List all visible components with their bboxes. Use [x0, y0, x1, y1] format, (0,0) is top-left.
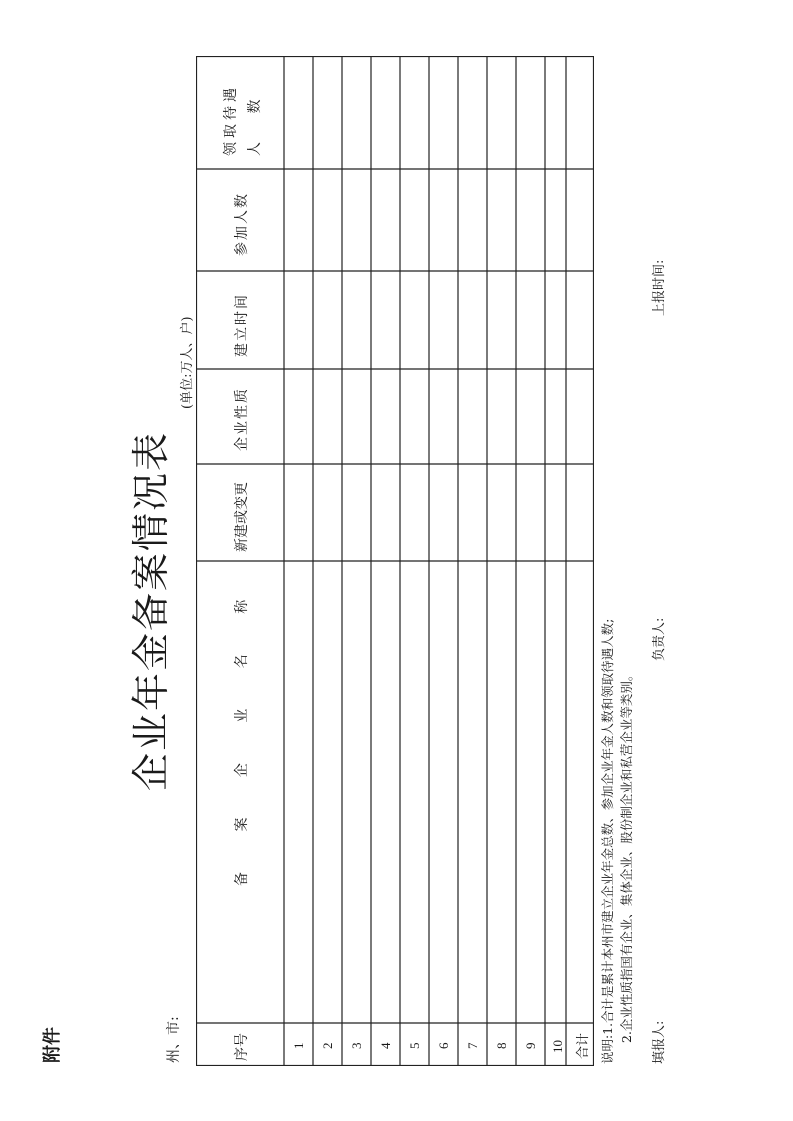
- header-established-time: 建立时间: [234, 293, 250, 357]
- header-company-name: 备 案 企 业 名 称: [234, 581, 250, 886]
- row-number: 3: [349, 1042, 364, 1049]
- total-label: 合计: [576, 1032, 591, 1059]
- header-recipients-line2: 人 数: [247, 87, 263, 156]
- row-number: 4: [378, 1042, 393, 1049]
- notes-line1: 说明:1.合计是累计本州市建立企业年金总数、参加企业年金人数和领取待遇人数;: [600, 618, 615, 1064]
- header-seq: 序号: [234, 1033, 250, 1061]
- row-number: 8: [494, 1042, 509, 1049]
- table-grid: [196, 56, 594, 1066]
- attachment-label: 附件: [42, 1027, 63, 1063]
- row-number: 7: [465, 1042, 480, 1049]
- responsible-label: 负责人:: [652, 617, 667, 661]
- header-participants: 参加人数: [234, 192, 250, 256]
- header-recipients-line1: 领取待遇: [223, 84, 239, 156]
- notes-line2: 2.企业性质指国有企业、集体企业、股份制企业和私营企业等类别。: [619, 668, 634, 1043]
- report-time-label: 上报时间:: [652, 259, 667, 316]
- row-number: 6: [436, 1042, 451, 1049]
- unit-note: (单位:万人、户): [180, 316, 195, 409]
- row-number: 5: [407, 1042, 422, 1049]
- row-number: 9: [523, 1042, 538, 1049]
- header-new-or-change: 新建或变更: [234, 482, 250, 552]
- header-enterprise-nature: 企业性质: [234, 387, 250, 451]
- form-title: 企业年金备案情况表: [129, 430, 173, 791]
- filler-label: 填报人:: [652, 1020, 667, 1064]
- row-number: 10: [550, 1040, 565, 1053]
- filing-table: [196, 56, 594, 1066]
- row-number: 2: [320, 1042, 335, 1049]
- region-label: 州、市:: [166, 1016, 182, 1063]
- row-number: 1: [291, 1042, 306, 1049]
